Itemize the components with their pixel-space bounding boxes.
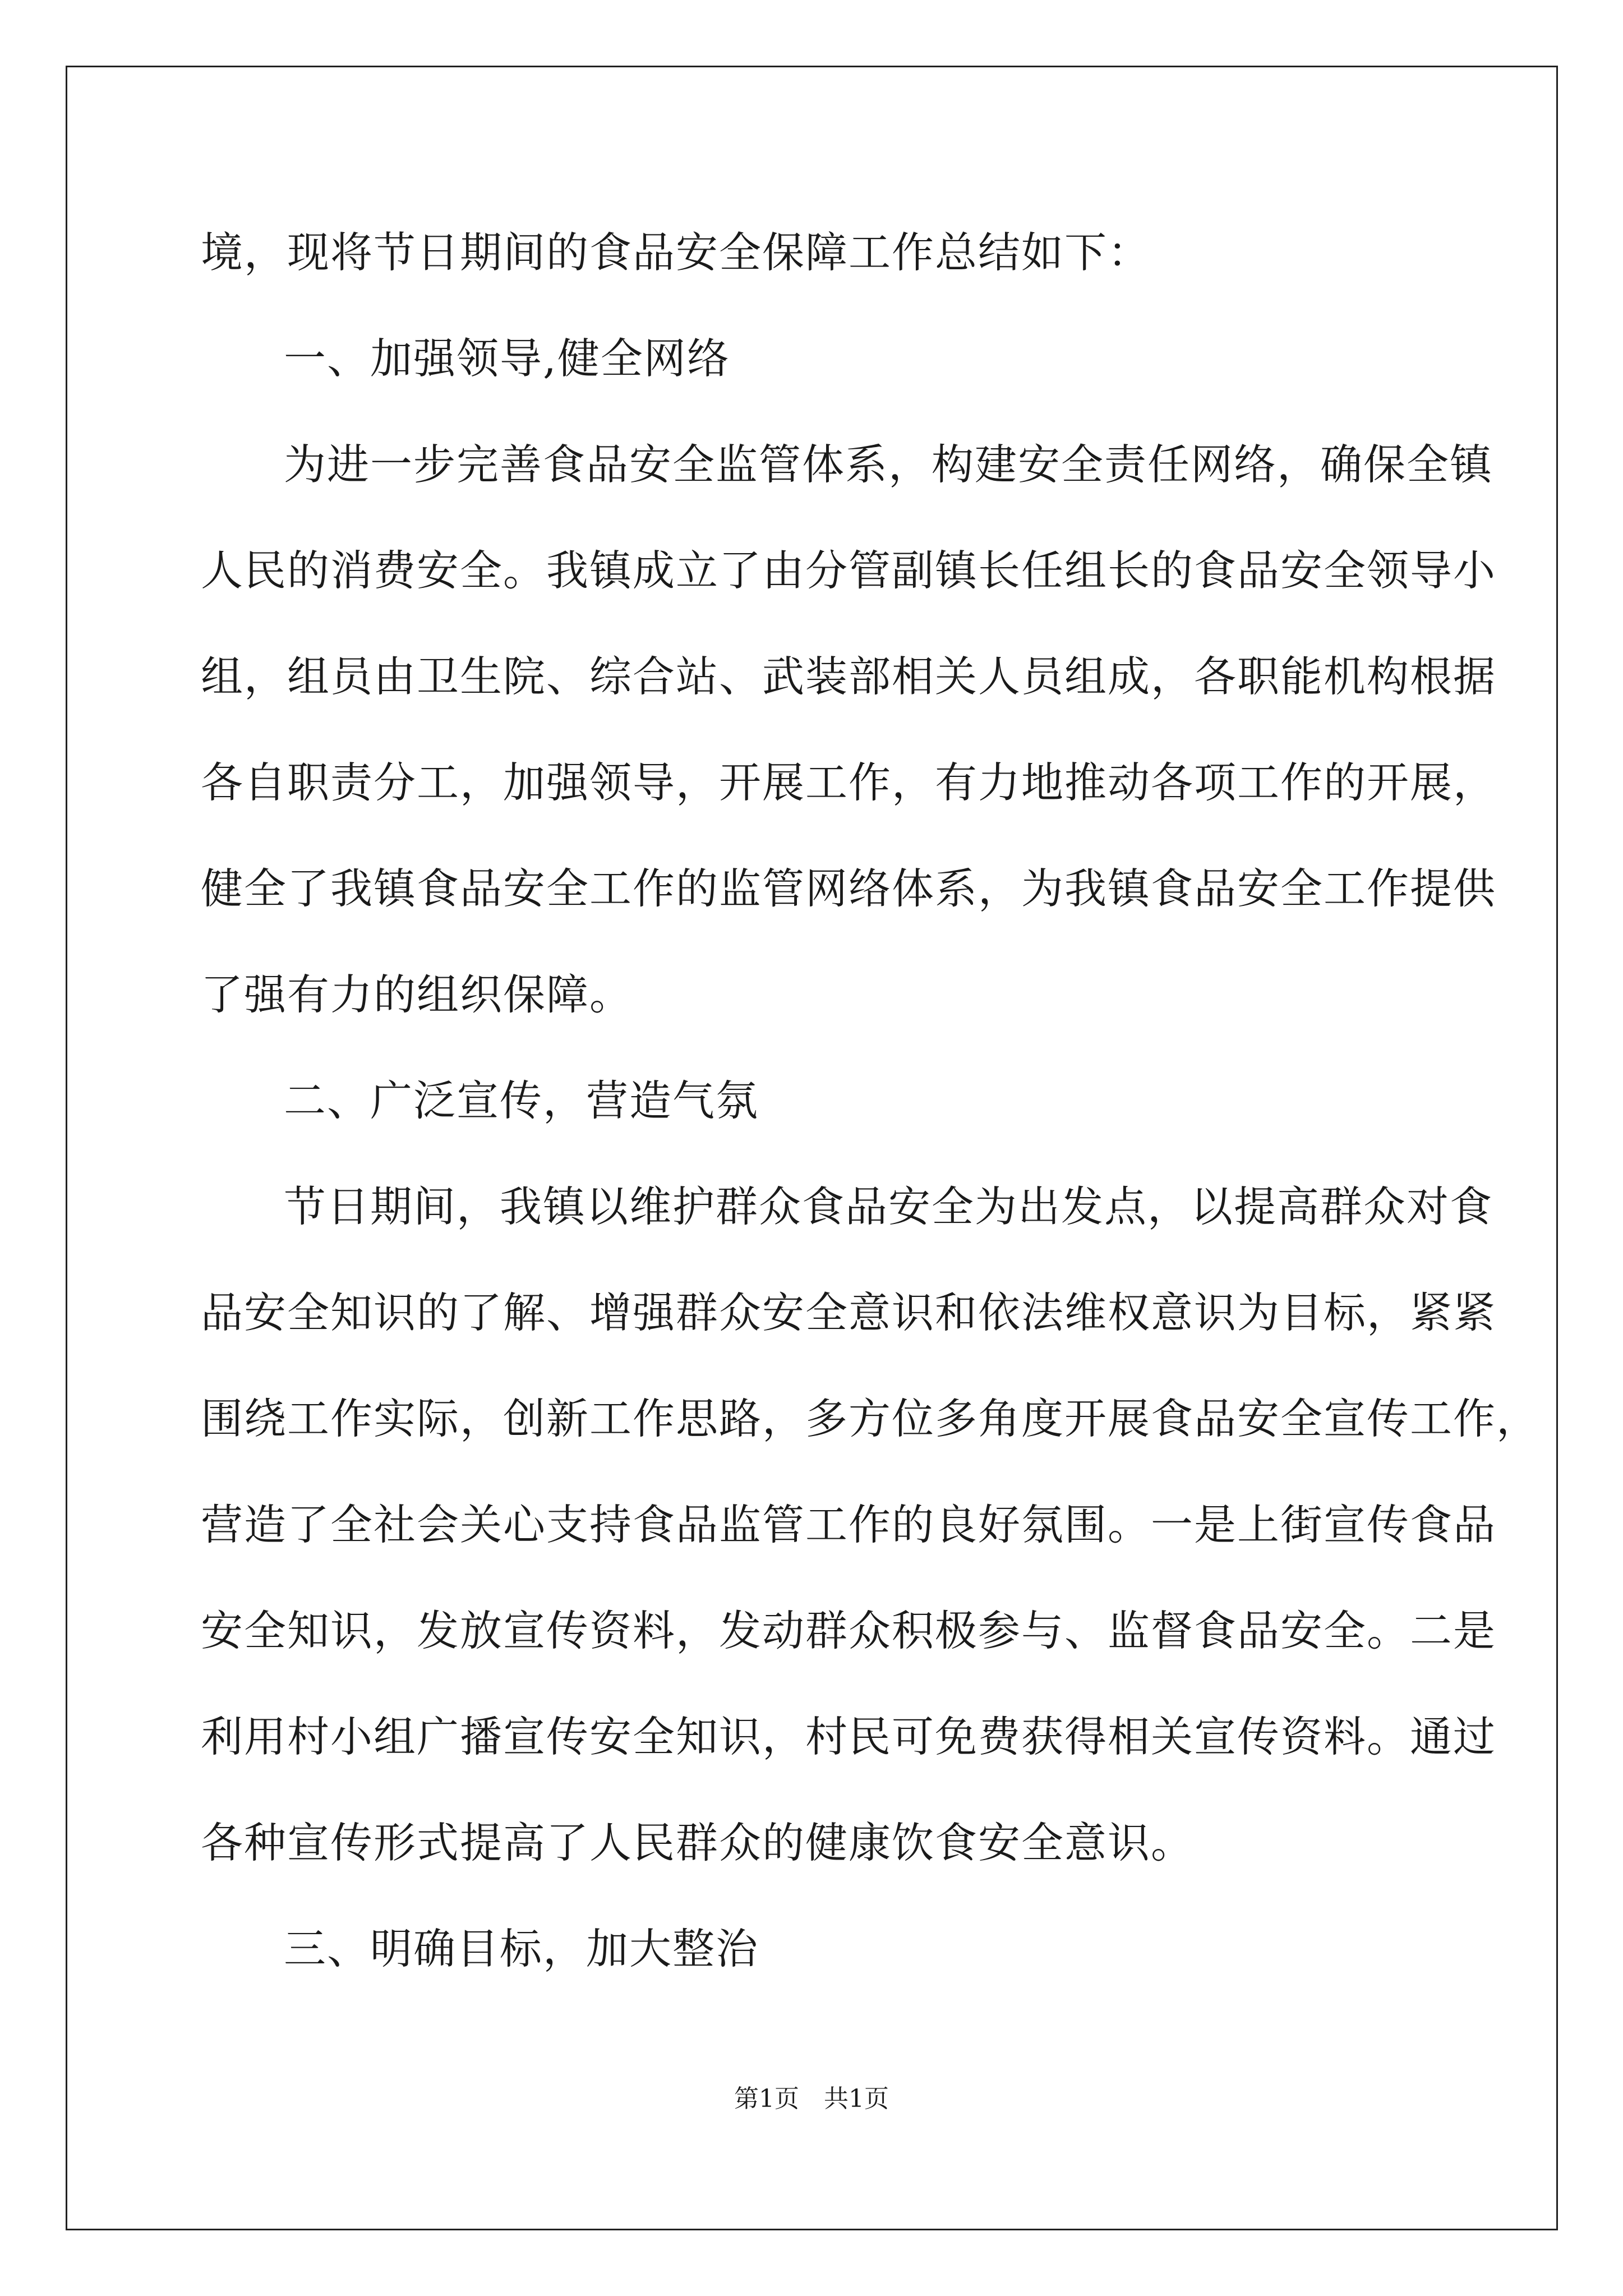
section-heading: 三、明确目标，加大整治 [284,1924,759,1973]
text-line: 人民的消费安全。我镇成立了由分管副镇长任组长的食品安全领导小 [201,546,1497,595]
text-line: 各种宣传形式提高了人民群众的健康饮食安全意识。 [201,1818,1195,1867]
paragraph-first-line: 为进一步完善食品安全监管体系，构建安全责任网络，确保全镇 [284,440,1493,489]
text-line: 组，组员由卫生院、综合站、武装部相关人员组成，各职能机构根据 [201,652,1497,701]
page-footer: 第1页 共1页 [734,2085,889,2113]
page-border [66,66,1558,2230]
text-line: 安全知识，发放宣传资料，发动群众积极参与、监督食品安全。二是 [201,1606,1497,1655]
text-line: 利用村小组广播宣传安全知识，村民可免费获得相关宣传资料。通过 [201,1712,1497,1761]
text-line: 营造了全社会关心支持食品监管工作的良好氛围。一是上街宣传食品 [201,1500,1497,1549]
paragraph-first-line: 节日期间，我镇以维护群众食品安全为出发点，以提高群众对食 [284,1182,1493,1231]
text-line: 了强有力的组织保障。 [201,970,633,1019]
text-line: 品安全知识的了解、增强群众安全意识和依法维权意识为目标，紧紧 [201,1288,1497,1337]
text-line: 各自职责分工，加强领导，开展工作，有力地推动各项工作的开展， [201,758,1497,807]
section-heading: 二、广泛宣传，营造气氛 [284,1076,759,1125]
text-line: 围绕工作实际，创新工作思路，多方位多角度开展食品安全宣传工作， [201,1394,1540,1443]
section-heading: 一、加强领导,健全网络 [284,334,730,383]
text-line: 境，现将节日期间的食品安全保障工作总结如下： [201,228,1151,277]
text-line: 健全了我镇食品安全工作的监管网络体系，为我镇食品安全工作提供 [201,864,1497,913]
